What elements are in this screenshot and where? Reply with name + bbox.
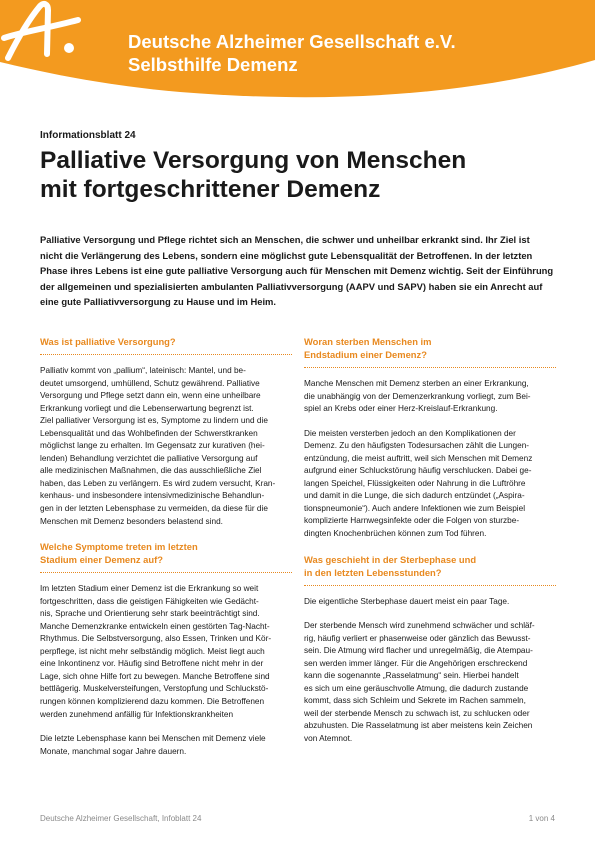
text-line: Im letzten Stadium einer Demenz ist die Erkrankung so weit bbox=[40, 584, 259, 594]
text-line: weil der sterbende Mensch zu schwach ist, zu schlucken oder bbox=[304, 708, 530, 718]
paragraph bbox=[304, 428, 556, 541]
text-line: die unabhängig von der Demenzerkrankung vorliegt, zum Bei- bbox=[304, 391, 531, 401]
text-line: Manche Menschen mit Demenz sterben an einer Erkrankung, bbox=[304, 379, 529, 388]
intro-paragraph bbox=[40, 232, 555, 310]
text-line: fortgeschritten, dass die geistigen Fähigkeiten wie Gedächt- bbox=[40, 596, 259, 606]
section-divider bbox=[304, 367, 556, 368]
section-heading-text: Woran sterben Menschen im bbox=[304, 336, 432, 347]
dalzg-logo-icon bbox=[0, 0, 82, 62]
text-line: Die eigentliche Sterbephase dauert meist ein paar Tage. bbox=[304, 596, 510, 606]
text-line: gen in der letzten Lebensphase zu vermeiden, da diese für die bbox=[40, 504, 268, 514]
org-name-line1: Deutsche Alzheimer Gesellschaft e.V. bbox=[128, 31, 456, 52]
section-heading-text: Was geschieht in der Sterbephase und bbox=[304, 553, 477, 565]
intro-line: der allgemeinen und spezialisierten ambulanten Palliativversorgung (AAPV und SAPV) haben sie ein Anrecht auf bbox=[40, 280, 543, 292]
section-heading-text: Endstadium einer Demenz? bbox=[304, 349, 427, 360]
text-line: Versorgung und Pflege setzt dann ein, wenn eine unheilbare bbox=[40, 391, 261, 401]
paragraph bbox=[40, 583, 292, 721]
text-line: und damit in die Lunge, die sich dadurch entzündet („Aspira- bbox=[304, 491, 525, 501]
right-column bbox=[304, 335, 556, 758]
text-line: rungen können komplizierend dazu kommen. Die Betroffenen bbox=[40, 697, 265, 707]
text-line: Lebensqualität und das Wohlbefinden der Schwerstkranken bbox=[40, 428, 258, 438]
text-line: lenden) Behandlung verzichtet die palliative Versorgung auf bbox=[40, 453, 258, 463]
text-line: alle medizinischen Maßnahmen, die das ausschließliche Ziel bbox=[40, 466, 262, 476]
paragraph bbox=[304, 620, 556, 745]
section-divider bbox=[304, 585, 556, 586]
text-line: spiel an Krebs oder einer Herz-Kreislauf-Erkrankung. bbox=[304, 404, 498, 414]
text-line: langen Speichel, Flüssigkeiten oder Nahrung in die Luftröhre bbox=[304, 478, 526, 488]
text-line: nis, Sprache und Orientierung sehr stark beeinträchtigt sind. bbox=[40, 609, 260, 619]
text-line: tionspneumonie“). Auch andere Infektionen wie zum Beispiel bbox=[304, 503, 526, 513]
organization-name bbox=[128, 30, 456, 76]
paragraph bbox=[40, 365, 292, 528]
document-label: Informationsblatt 24 bbox=[40, 130, 136, 141]
title-line2: mit fortgeschrittener Demenz bbox=[40, 176, 381, 203]
text-line: sen werden immer länger. Für die Angehörigen erschreckend bbox=[304, 658, 528, 668]
text-line: kommt, dass sich Schleim und Sekrete im Rachen sammeln, bbox=[304, 696, 526, 706]
paragraph bbox=[304, 378, 556, 416]
org-name-line2: Selbsthilfe Demenz bbox=[128, 54, 298, 75]
title-line1: Palliative Versorgung von Menschen bbox=[40, 147, 467, 174]
section-heading-symptoms bbox=[40, 540, 292, 566]
intro-line: Palliative Versorgung und Pflege richtet sich an Menschen, die schwer und unheilbar erkrankt sind. Ihr Ziel ist bbox=[40, 234, 530, 245]
text-line: von Atemnot. bbox=[304, 734, 353, 744]
text-line: Manche Demenzkranke entwickeln einen gestörten Tag-Nacht- bbox=[40, 621, 270, 631]
intro-line: nicht die Verlängerung des Lebens, sondern eine möglichst gute Lebensqualität der Betroffenen. In der letzten bbox=[40, 249, 533, 261]
text-line: möglichst lange zu erhalten. Im Gegensatz zur kurativen (hei- bbox=[40, 441, 265, 451]
text-line: sein. Die Atmung wird flacher und unregelmäßig, die Atempau- bbox=[304, 646, 533, 656]
footer-source: Deutsche Alzheimer Gesellschaft, Infoblatt 24 bbox=[40, 814, 202, 823]
text-line: Rhythmus. Die Selbstversorgung, also Essen, Trinken und Kör- bbox=[40, 634, 272, 644]
intro-line: Phase ihres Lebens ist eine gute palliative Versorgung auch für Menschen mit Demenz wichtig. Seit der Einführung bbox=[40, 265, 554, 276]
section-heading-dying-phase bbox=[304, 553, 556, 579]
text-line: deutet umsorgend, umhüllend, Schutz gewährend. Palliative bbox=[40, 378, 260, 388]
paragraph bbox=[304, 596, 556, 609]
section-heading-causes bbox=[304, 335, 556, 361]
text-line: bettlägerig. Muskelversteifungen, Verstopfung und Schluckstö- bbox=[40, 684, 269, 694]
text-line: aufgrund einer Schluckstörung häufig verschlucken. Dabei ge- bbox=[304, 466, 532, 476]
header-band bbox=[0, 0, 595, 110]
section-heading-palliative bbox=[40, 335, 292, 348]
text-line: Lage, sich ohne Hilfe fort zu bewegen. Manche Betroffene sind bbox=[40, 671, 270, 681]
text-line: es sich um eine geräuschvolle Atmung, die dadurch zustande bbox=[304, 683, 529, 693]
section-heading-text: Welche Symptome treten im letzten bbox=[40, 541, 198, 553]
text-line: rig, häufig verliert er phasenweise oder gänzlich das Bewusst- bbox=[304, 633, 531, 643]
left-column bbox=[40, 335, 292, 770]
section-heading-text: in den letzten Lebensstunden? bbox=[304, 566, 442, 578]
text-line: entzündung, die meist auftritt, weil sich Menschen mit Demenz bbox=[304, 453, 533, 463]
text-line: perpflege, ist nicht mehr selbständig möglich. Meist liegt auch bbox=[40, 646, 265, 656]
text-line: Menschen mit Demenz besonders belastend sind. bbox=[40, 516, 223, 526]
paragraph bbox=[40, 733, 292, 758]
text-line: Demenz. Zu den häufigsten Todesursachen zählt die Lungen- bbox=[304, 441, 530, 451]
text-line: haben, das Leben zu verlängern. Es wird zudem versucht, Kran- bbox=[40, 478, 276, 488]
page-title bbox=[40, 146, 560, 204]
text-line: kenhaus- und insbesondere intensivmedizinische Behandlun- bbox=[40, 491, 265, 501]
page-footer bbox=[40, 814, 555, 823]
text-line: Die letzte Lebensphase kann bei Menschen mit Demenz viele bbox=[40, 734, 266, 744]
text-line: Palliativ kommt von „pallium“, lateinisch: Mantel, und be- bbox=[40, 366, 246, 375]
text-line: kann die sogenannte „Rasselatmung“ sein. Hierbei handelt bbox=[304, 671, 519, 681]
text-line: werden zunehmend anfällig für Infektionskrankheiten bbox=[40, 709, 234, 719]
text-line: dingten Knochenbrüchen können zum Tod führen. bbox=[304, 529, 487, 539]
text-line: abzuhusten. Die Rasselatmung ist aber meistens kein Zeichen bbox=[304, 721, 533, 731]
text-line: Die meisten versterben jedoch an den Komplikationen der bbox=[304, 428, 516, 438]
section-divider bbox=[40, 354, 292, 355]
intro-line: eine gute Palliativversorgung zu Hause und im Heim. bbox=[40, 296, 276, 307]
text-line: komplizierte Harnwegsinfekte oder die Folgen von sturzbe- bbox=[304, 516, 520, 526]
text-line: eine Inkontinenz vor. Häufig sind Betroffene nicht mehr in der bbox=[40, 659, 264, 669]
text-line: Monate, manchmal sogar Jahre dauern. bbox=[40, 746, 187, 756]
page-number: 1 von 4 bbox=[528, 814, 555, 823]
section-divider bbox=[40, 572, 292, 573]
text-line: Der sterbende Mensch wird zunehmend schwächer und schläf- bbox=[304, 621, 535, 631]
text-line: Ziel palliativer Versorgung ist es, Symptome zu lindern und die bbox=[40, 416, 268, 426]
text-line: Erkrankung vorliegt und die Lebenserwartung begrenzt ist. bbox=[40, 403, 254, 413]
section-heading-text: Stadium einer Demenz auf? bbox=[40, 554, 163, 566]
section-heading-text: Was ist palliative Versorgung? bbox=[40, 336, 176, 347]
